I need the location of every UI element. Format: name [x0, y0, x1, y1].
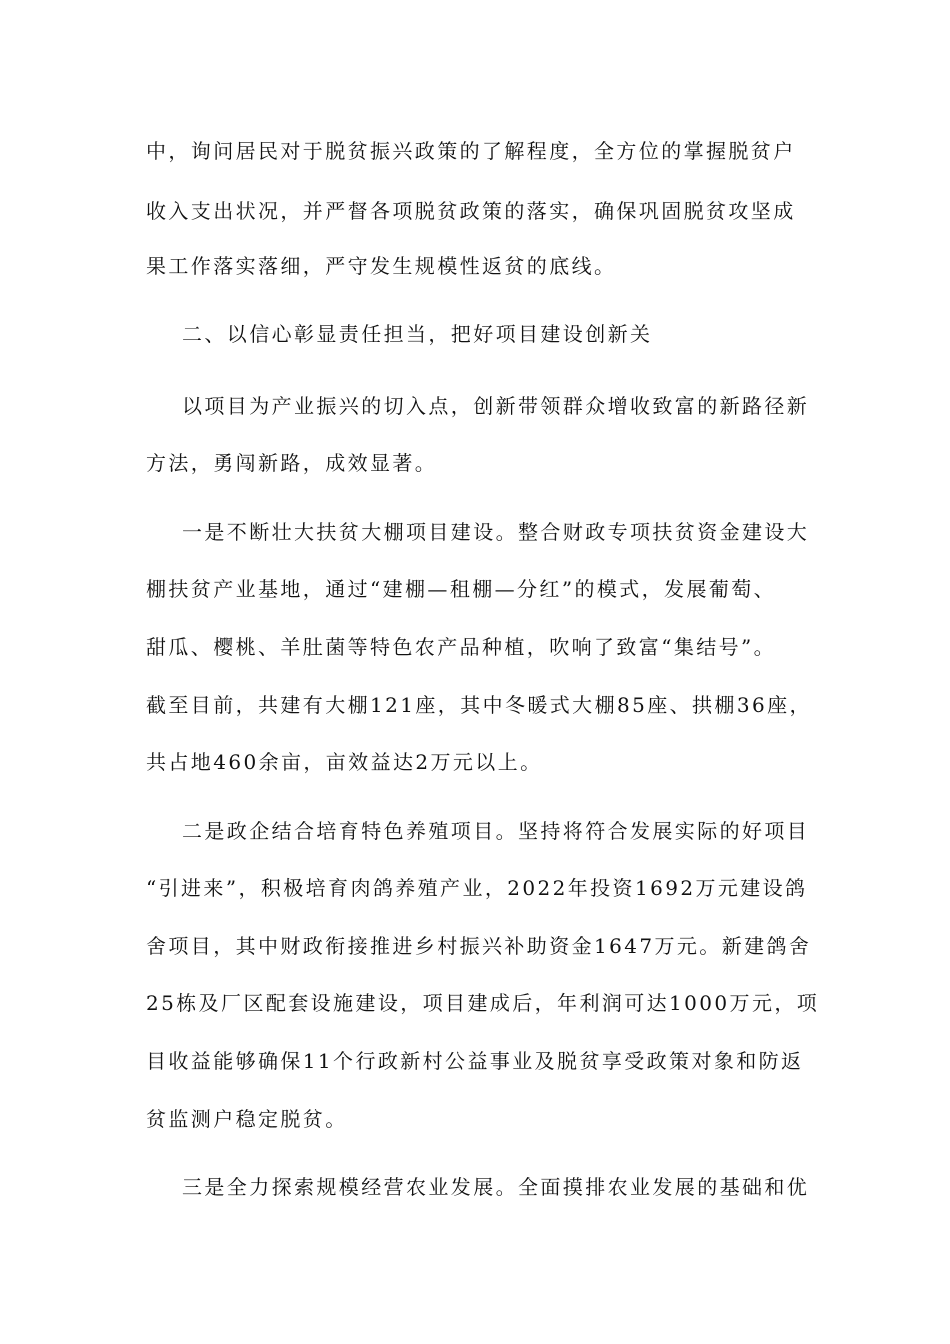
text-line: 中，询问居民对于脱贫振兴政策的了解程度，全方位的掌握脱贫户 [146, 139, 796, 163]
text-line: 三是全力探索规模经营农业发展。全面摸排农业发展的基础和优 [182, 1175, 810, 1199]
text-line: 截至目前，共建有大棚121座，其中冬暖式大棚85座、拱棚36座， [146, 693, 812, 717]
text-line: 二是政企结合培育特色养殖项目。坚持将符合发展实际的好项目 [182, 819, 810, 843]
section-heading: 二、以信心彰显责任担当，把好项目建设创新关 [182, 322, 653, 346]
text-line: 果工作落实落细，严守发生规模性返贫的底线。 [146, 254, 617, 278]
text-line: 方法，勇闯新路，成效显著。 [146, 451, 438, 475]
text-line: 舍项目，其中财政衔接推进乡村振兴补助资金1647万元。新建鸽舍 [146, 934, 812, 958]
text-line: 以项目为产业振兴的切入点，创新带领群众增收致富的新路径新 [182, 394, 810, 418]
text-line: 贫监测户稳定脱贫。 [146, 1107, 348, 1131]
text-line: 棚扶贫产业基地，通过“建棚—租棚—分红”的模式，发展葡萄、 [146, 577, 777, 601]
text-line: 25栋及厂区配套设施建设，项目建成后，年利润可达1000万元，项 [146, 991, 820, 1015]
text-line: 甜瓜、樱桃、羊肚菌等特色农产品种植，吹响了致富“集结号”。 [146, 635, 777, 659]
text-line: 目收益能够确保11个行政新村公益事业及脱贫享受政策对象和防返 [146, 1049, 804, 1073]
text-line: “引进来”，积极培育肉鸽养殖产业，2022年投资1692万元建设鸽 [146, 876, 808, 900]
text-line: 收入支出状况，并严督各项脱贫政策的落实，确保巩固脱贫攻坚成 [146, 199, 796, 223]
text-line: 一是不断壮大扶贫大棚项目建设。整合财政专项扶贫资金建设大 [182, 520, 810, 544]
text-line: 共占地460余亩，亩效益达2万元以上。 [146, 750, 543, 774]
